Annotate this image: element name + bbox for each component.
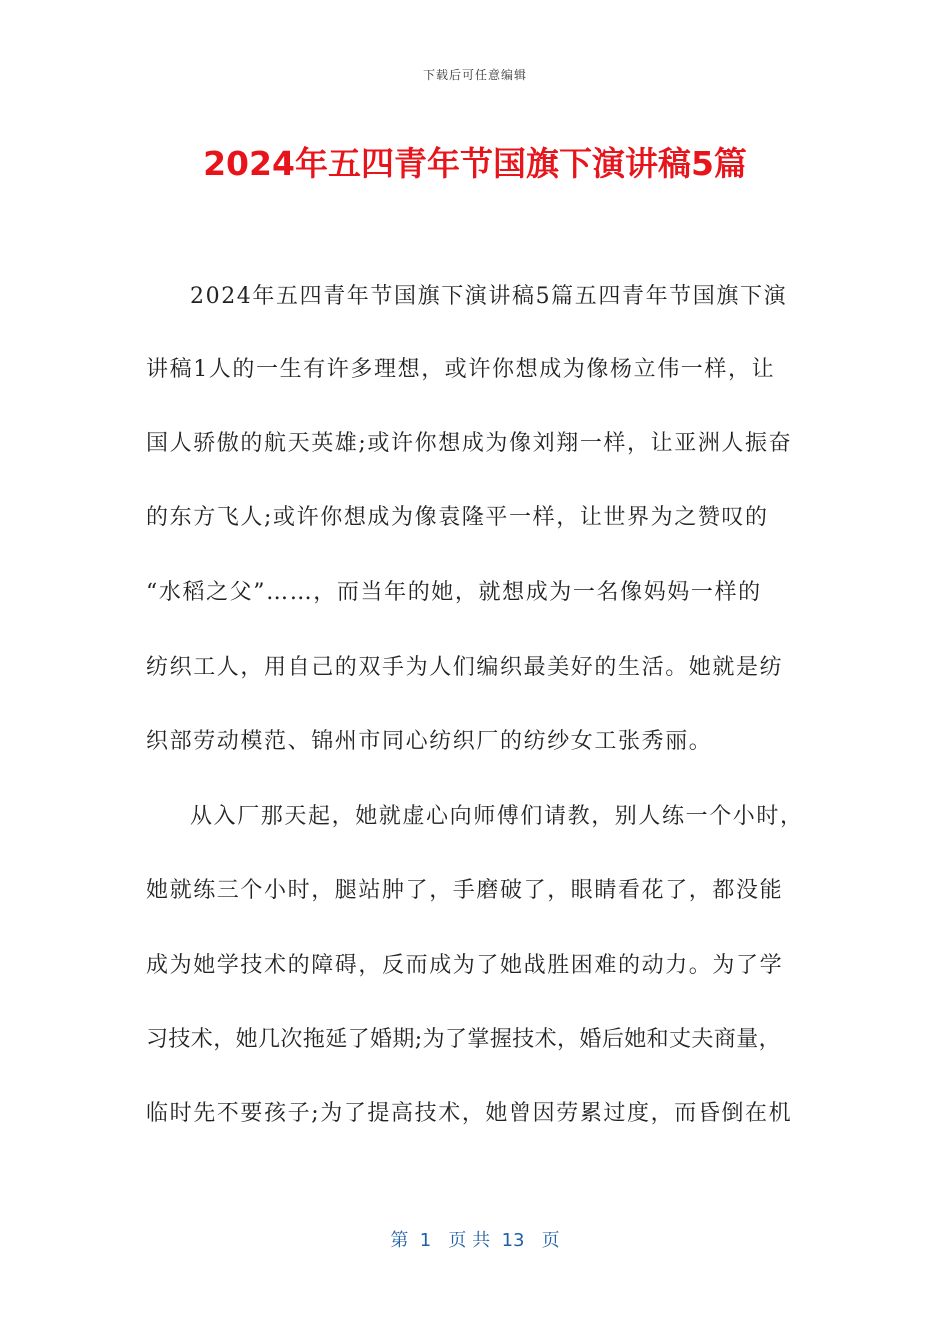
header-note: 下载后可任意编辑 [422,68,527,82]
body-line-2: 讲稿1人的一生有许多理想，或许你想成为像杨立伟一样，让 [146,357,776,382]
body-line-10: 成为她学技术的障碍，反而成为了她战胜困难的动力。为了学 [146,953,784,978]
body-line-8: 从入厂那天起，她就虚心向师傅们请教，别人练一个小时， [190,804,804,829]
body-line-7: 织部劳动模范、锦州市同心纺织厂的纺纱女工张秀丽。 [146,729,713,754]
body-line-6: 纺织工人，用自己的双手为人们编织最美好的生活。她就是纺 [146,655,784,680]
document-title: 2024年五四青年节国旗下演讲稿5篇 [203,144,747,183]
body-line-11: 习技术，她几次拖延了婚期;为了掌握技术，婚后她和丈夫商量， [146,1027,782,1052]
body-line-9: 她就练三个小时，腿站肿了，手磨破了，眼睛看花了，都没能 [146,878,784,903]
body-line-12: 临时先不要孩子;为了提高技术，她曾因劳累过度，而昏倒在机 [146,1101,793,1126]
body-line-1: 2024年五四青年节国旗下演讲稿5篇五四青年节国旗下演 [190,284,788,309]
body-line-4: 的东方飞人;或许你想成为像袁隆平一样，让世界为之赞叹的 [146,505,769,530]
page-footer-pagination: 第 1 页 共 13 页 [390,1230,560,1251]
body-line-3: 国人骄傲的航天英雄;或许你想成为像刘翔一样，让亚洲人振奋 [146,431,793,456]
body-line-5: “水稻之父”……，而当年的她，就想成为一名像妈妈一样的 [146,580,762,605]
